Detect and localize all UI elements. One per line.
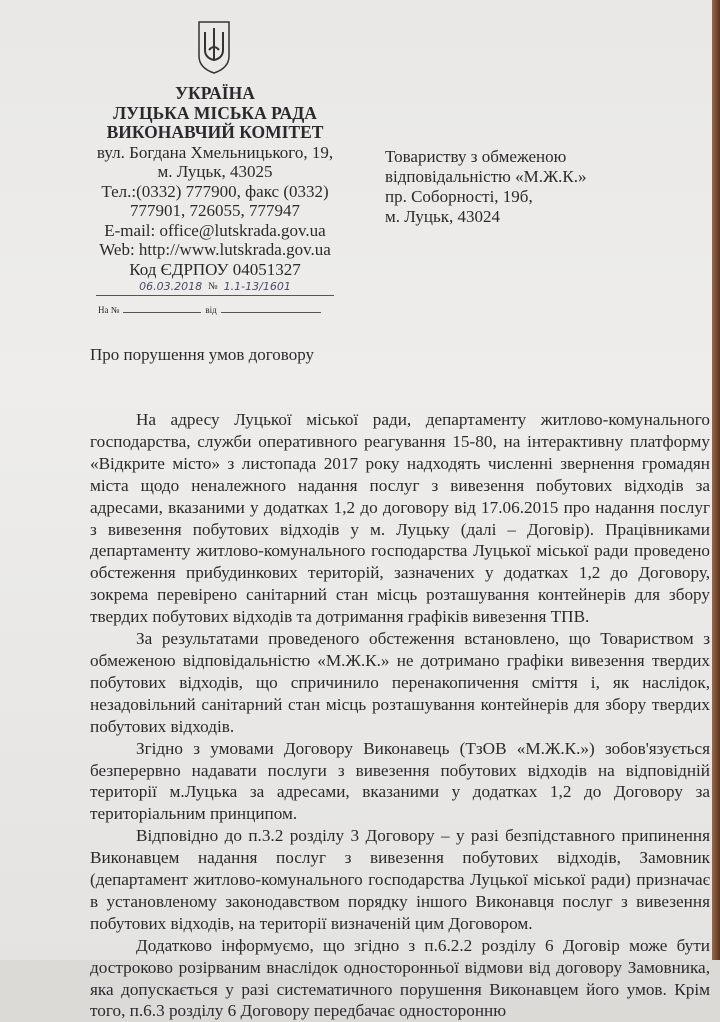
table-edge xyxy=(712,0,720,960)
body-paragraph: На адресу Луцької міської ради, департаменту житлово-комунального господарства, служби оперативного реагування 15-80, на інтерактивну платформу «Відкрите місто» з листопада 2017 року надходять численні звернення громадян міста щодо неналежного надання послуг з вивезення побутових відходів за адресами, вказаними у додатках 1,2 до договору від 17.06.2015 про надання послуг з вивезення побутових відходів у м. Луцьку (далі – Договір). Працівниками департаменту житлово-комунального господарства Луцької міської ради проведено обстеження прибудинкових територій, зазначених у додатках 1,2 до Договору, зокрема перевірено санітарний стан місць розташування контейнерів для збору твердих побутових відходів та дотримання графіків вивезення ТПВ. xyxy=(90,410,710,627)
council-name: ЛУЦЬКА МІСЬКА РАДА xyxy=(113,102,317,123)
body-paragraph: За результатами проведеного обстеження встановлено, що Товариством з обмеженою відповідальністю «М.Ж.К.» не дотримано графіки вивезення твердих побутових відходів, що спричинило перенакопичення сміття і, як наслідок, незадовільний санітарний стан місць розташування контейнерів для збору твердих побутових відходів. xyxy=(90,629,710,736)
phone-line-2: 777901, 726055, 777947 xyxy=(130,201,300,220)
registration-date: 06.03.2018 xyxy=(139,280,203,293)
letter-subject: Про порушення умов договору xyxy=(90,345,314,364)
registration-line xyxy=(96,279,334,296)
letter-body xyxy=(90,409,710,1022)
recipient-line: Товариству з обмеженою xyxy=(385,147,567,166)
recipient-line: відповідальністю «М.Ж.К.» xyxy=(385,167,587,186)
body-paragraph: Додатково інформуємо, що згідно з п.6.2.2 розділу 6 Договір може бути достроково розірваним внаслідок односторонньої відмови від договору Замовника, яка допускається у разі систематичного порушення Виконавцем його умов. Крім того, п.6.3 розділу 6 Договору передбачає односторонню xyxy=(90,935,710,1021)
letterhead xyxy=(80,84,350,316)
reference-number-blank xyxy=(123,312,201,313)
city-address: м. Луцьк, 43025 xyxy=(157,162,273,181)
recipient-line: пр. Соборності, 19б, xyxy=(385,187,533,206)
body-paragraph: Згідно з умовами Договору Виконавець (ТзОВ «М.Ж.К.») зобов'язується безперервно надавати послуги з вивезення побутових відходів на відповідній території м.Луцька за адресами, вказаними у додатках 1,2 до Договору за територіальним принципом. xyxy=(90,738,710,824)
committee-name: ВИКОНАВЧИЙ КОМІТЕТ xyxy=(106,122,324,142)
website: Web: http://www.lutskrada.gov.ua xyxy=(99,240,331,259)
reference-date-blank xyxy=(221,312,321,313)
registration-number-label: № xyxy=(208,281,218,292)
recipient-line: м. Луцьк, 43024 xyxy=(385,207,500,226)
registration-number: 1.1-13/1601 xyxy=(223,280,291,293)
street-address: вул. Богдана Хмельницького, 19, xyxy=(96,142,334,162)
phone-line-1: Тел.:(0332) 777900, факс (0332) xyxy=(101,181,329,201)
reference-number-label: На № xyxy=(98,305,120,315)
recipient-address xyxy=(385,147,587,227)
body-paragraph: Відповідно до п.3.2 розділу 3 Договору – у разі безпідставного припинення Виконавцем надання послуг з вивезення побутових відходів, Замовник (департамент житлово-комунального господарства Луцької міської ради) призначає в установленому законодавством порядку іншого Виконавця послуг з вивезення побутових відходів, на території визначеній цим Договором. xyxy=(90,826,710,933)
reference-line xyxy=(98,304,350,316)
edrpou-code: Код ЄДРПОУ 04051327 xyxy=(129,259,301,279)
reference-from-label: від xyxy=(205,305,217,315)
country-name: УКРАЇНА xyxy=(175,83,255,103)
trident-emblem-icon xyxy=(196,20,232,74)
email: E-mail: office@lutskrada.gov.ua xyxy=(104,220,326,240)
